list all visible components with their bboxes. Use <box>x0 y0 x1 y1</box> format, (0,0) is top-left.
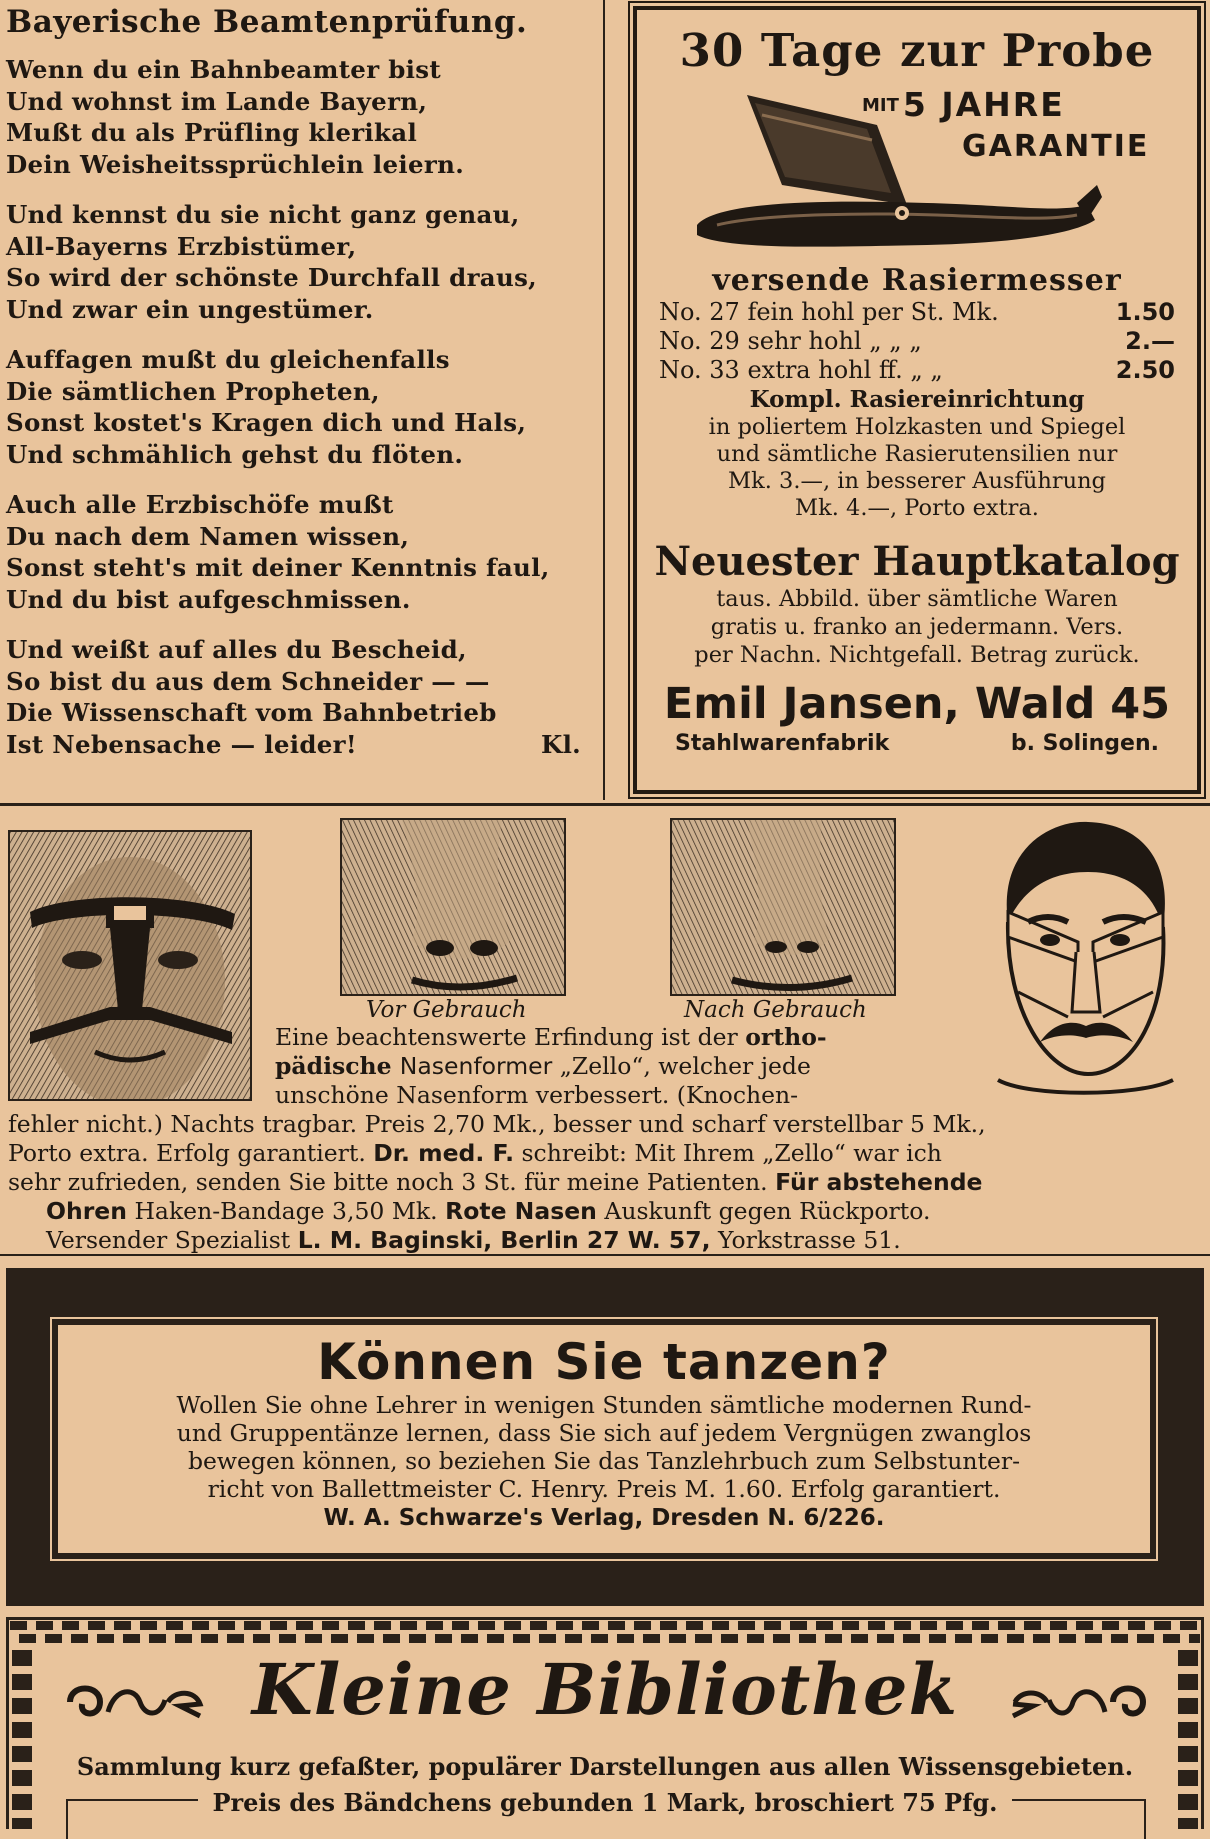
nose-ad-line <box>46 1226 901 1255</box>
section-divider <box>0 1254 1210 1256</box>
section-divider <box>0 803 1210 806</box>
razor-kit-desc: Mk. 4.—, Porto extra. <box>795 495 1039 521</box>
nose-ad-line <box>46 1197 930 1226</box>
price-label: No. 29 sehr hohl „ „ „ <box>659 327 922 355</box>
nose-text: schreibt: Mit Ihrem „Zello“ war ich <box>514 1139 942 1167</box>
guarantee-text-1 <box>862 85 1065 124</box>
nose-icon <box>342 820 564 994</box>
caption-after: Nach Gebrauch <box>684 997 867 1023</box>
price-row <box>637 356 1197 385</box>
guarantee-text-2: GARANTIE <box>962 129 1150 164</box>
poem-line: Dein Weisheitssprüchlein leiern. <box>6 149 465 179</box>
razor-advertisement <box>633 6 1201 794</box>
nose-text: sehr zufrieden, senden Sie bitte noch 3 St. für meine Patienten. <box>8 1168 776 1196</box>
nose-product-name: Nasenformer <box>399 1052 553 1080</box>
poem-line: Auffagen mußt du gleichenfalls <box>6 345 450 374</box>
razor-kit-desc: in poliertem Holzkasten und Spiegel <box>708 414 1126 440</box>
nose-text: Eine beachtenswerte Erfindung ist der <box>275 1023 746 1051</box>
poem-line: Und weißt auf alles du Bescheid, <box>6 635 467 664</box>
poem-last-line <box>6 729 581 761</box>
nose-before-illustration <box>340 818 566 996</box>
nose-text-bold: ortho- <box>745 1023 827 1051</box>
razor-kit-heading: Kompl. Rasiereinrichtung <box>749 386 1085 413</box>
nose-text-bold: Für abstehende <box>775 1168 983 1196</box>
razor-subhead: versende Rasiermesser <box>712 263 1122 298</box>
poem-line: Ist Nebensache — leider! <box>6 729 357 759</box>
poem-line: Die sämtlichen Propheten, <box>6 376 380 406</box>
face-icon <box>10 832 250 1099</box>
nose-text: Yorkstrasse 51. <box>710 1226 901 1254</box>
poem-stanza-1 <box>6 54 596 180</box>
poem-stanza-4 <box>6 489 596 615</box>
library-subtitle: Sammlung kurz gefaßter, populärer Darstellungen aus allen Wissensgebieten. <box>76 1752 1134 1781</box>
nose-text: Haken-Bandage 3,50 Mk. <box>126 1197 446 1225</box>
poem-line: Sonst kostet's Kragen dich und Hals, <box>6 408 527 437</box>
library-price-line <box>0 1788 1210 1817</box>
catalog-desc: gratis u. franko an jedermann. Vers. <box>710 614 1124 640</box>
column-divider <box>603 0 605 800</box>
price-label: No. 27 fein hohl per St. Mk. <box>659 298 999 326</box>
dance-text: Wollen Sie ohne Lehrer in wenigen Stunden sämtliche modernen Rund- <box>176 1391 1032 1419</box>
guarantee-years: 5 JAHRE <box>902 85 1065 124</box>
nose-text: Porto extra. Erfolg garantiert. <box>8 1139 374 1167</box>
dance-text: und Gruppentänze lernen, dass Sie sich auf jedem Vergnügen zwanglos <box>176 1419 1032 1447</box>
nose-text-bold: L. M. Baginski, Berlin 27 W. 57, <box>297 1226 711 1254</box>
dance-publisher: W. A. Schwarze's Verlag, Dresden N. 6/226. <box>323 1505 885 1531</box>
poem-stanza-3 <box>6 344 596 470</box>
price-row <box>637 298 1197 327</box>
poem-line: All-Bayerns Erzbistümer, <box>6 231 357 261</box>
company-name: Emil Jansen, Wald 45 <box>663 679 1171 729</box>
poem-line: Und du bist aufgeschmissen. <box>6 584 411 614</box>
nose-after-illustration <box>670 818 896 996</box>
price-value: 2.50 <box>1115 356 1175 384</box>
nose-text: Auskunft gegen Rückporto. <box>596 1197 931 1225</box>
catalog-title: Neuester Hauptkatalog <box>654 538 1180 585</box>
nose-ad-line <box>275 1052 811 1081</box>
price-label: No. 33 extra hohl ff. „ „ <box>659 356 943 384</box>
poem-author: Kl. <box>540 729 581 759</box>
razor-kit-desc: und sämtliche Rasierutensilien nur <box>716 441 1118 467</box>
nose-text-bold: pädische <box>275 1052 400 1080</box>
poem-line: Und kennst du sie nicht ganz genau, <box>6 200 520 229</box>
dance-text: bewegen können, so beziehen Sie das Tanzlehrbuch zum Selbstunter- <box>187 1447 1021 1475</box>
price-value: 2.— <box>1125 327 1175 355</box>
razor-illustration <box>637 79 1197 255</box>
nose-ad-line <box>275 1023 827 1052</box>
catalog-desc: taus. Abbild. über sämtliche Waren <box>716 586 1118 612</box>
caption-before: Vor Gebrauch <box>366 997 527 1023</box>
poem-line: Die Wissenschaft vom Bahnbetrieb <box>6 698 497 727</box>
nose-icon <box>672 820 894 994</box>
checker-border <box>10 1621 1200 1643</box>
man-face-icon <box>968 812 1196 1104</box>
poem-line: Und zwar ein ungestümer. <box>6 294 374 324</box>
nose-ad-line: unschöne Nasenform verbessert. (Knochen- <box>275 1081 799 1109</box>
nose-text: „Zello“, welcher jede <box>552 1052 811 1080</box>
price-value: 1.50 <box>1115 298 1175 326</box>
poem-stanza-2 <box>6 199 596 325</box>
nose-ad-line: fehler nicht.) Nachts tragbar. Preis 2,70 Mk., besser und scharf verstellbar 5 Mk., <box>8 1110 986 1138</box>
razor-headline: 30 Tage zur Probe <box>679 24 1155 77</box>
nose-text: Versender Spezialist <box>46 1226 298 1254</box>
poem-line: So wird der schönste Durchfall draus, <box>6 263 537 292</box>
nose-ad-line <box>8 1168 982 1197</box>
dance-title: Können Sie tanzen? <box>317 1333 891 1391</box>
poem-line: So bist du aus dem Schneider — — <box>6 666 490 696</box>
poem-stanza-5 <box>6 634 596 760</box>
company-type: Stahlwarenfabrik <box>675 731 890 756</box>
poem-line: Wenn du ein Bahnbeamter bist <box>6 55 441 84</box>
poem-column <box>6 4 596 794</box>
poem-line: Du nach dem Namen wissen, <box>6 521 410 551</box>
man-with-mustache-illustration <box>968 812 1196 1104</box>
poem-line: Und wohnst im Lande Bayern, <box>6 86 428 116</box>
face-with-nose-former-illustration <box>8 830 252 1101</box>
dance-text: richt von Ballettmeister C. Henry. Preis M. 1.60. Erfolg garantiert. <box>207 1475 1001 1503</box>
poem-line: Sonst steht's mit deiner Kenntnis faul, <box>6 553 550 582</box>
library-title: Kleine Bibliothek <box>251 1648 959 1731</box>
nose-text-bold: Ohren <box>46 1197 127 1225</box>
razor-kit-desc: Mk. 3.—, in besserer Ausführung <box>728 468 1106 494</box>
nose-ad-line <box>8 1139 942 1168</box>
guarantee-mit: MIT <box>862 95 899 116</box>
nose-text-bold: Dr. med. F. <box>373 1139 515 1167</box>
company-sub <box>637 731 1197 756</box>
poem-line: Auch alle Erzbischöfe mußt <box>6 490 394 519</box>
poem-line: Mußt du als Prüfling klerikal <box>6 118 418 147</box>
poem-title: Bayerische Beamtenprüfung. <box>6 4 528 40</box>
dance-advertisement <box>58 1325 1150 1553</box>
catalog-desc: per Nachn. Nichtgefall. Betrag zurück. <box>694 642 1140 668</box>
price-row <box>637 327 1197 356</box>
poem-line: Und schmählich gehst du flöten. <box>6 439 464 469</box>
company-location: b. Solingen. <box>1010 731 1159 756</box>
nose-text-bold: Rote Nasen <box>445 1197 597 1225</box>
library-price: Preis des Bändchens gebunden 1 Mark, broschiert 75 Pfg. <box>198 1788 1011 1817</box>
